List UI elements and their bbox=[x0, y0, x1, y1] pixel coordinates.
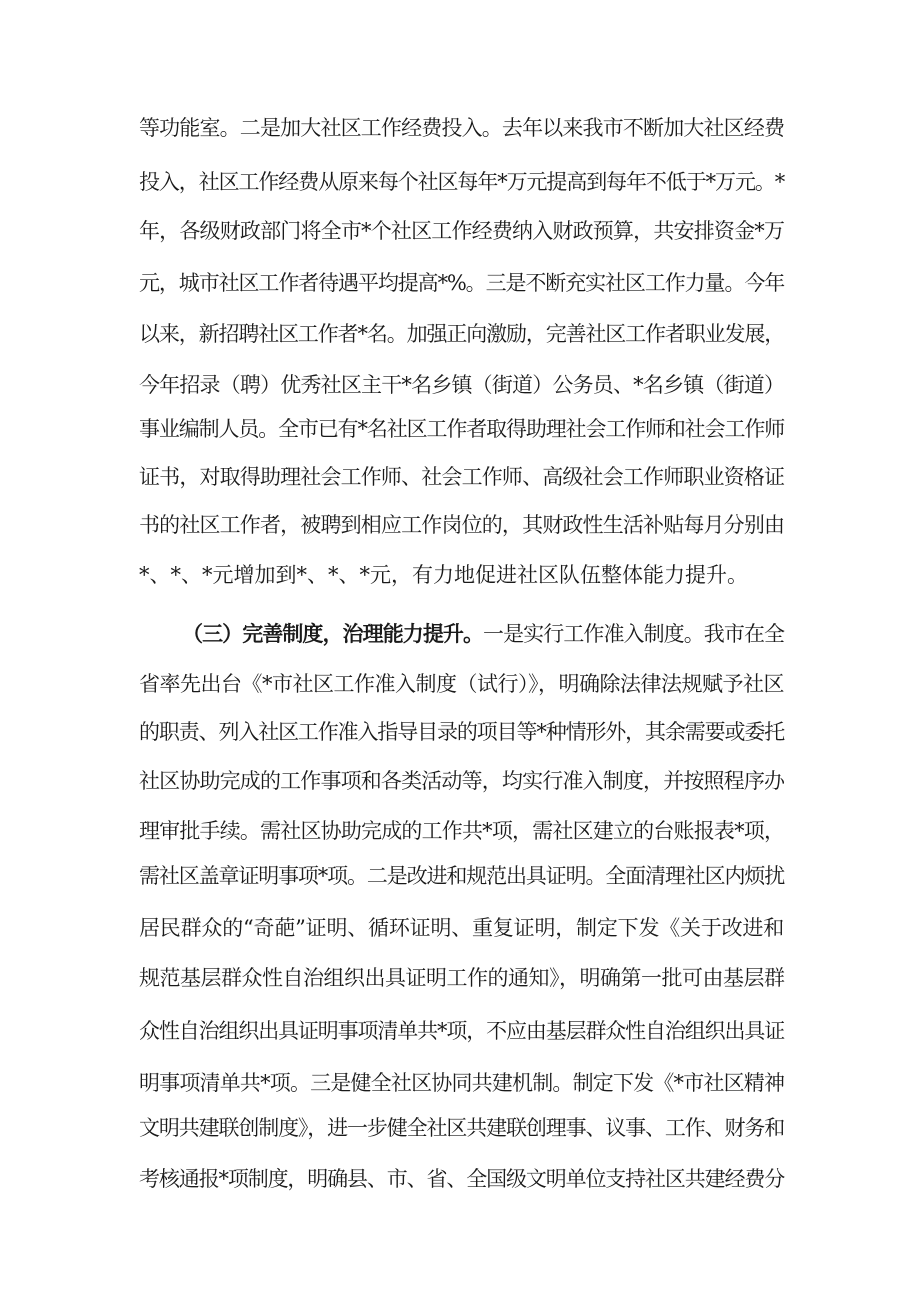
paragraph-line: 众性自治组织出具证明事项清单共*项，不应由基层群众性自治组织出具证 bbox=[139, 1019, 784, 1043]
paragraph-line: 的职责、列入社区工作准入指导目录的项目等*种情形外，其余需要或委托 bbox=[139, 720, 784, 744]
paragraph-first-line bbox=[182, 614, 784, 654]
paragraph-line: 需社区盖章证明事项*项。二是改进和规范出具证明。全面清理社区内烦扰 bbox=[139, 864, 784, 888]
paragraph-line: 居民群众的“奇葩”证明、循环证明、重复证明，制定下发《关于改进和 bbox=[139, 916, 784, 940]
paragraph-line: 年，各级财政部门将全市*个社区工作经费纳入财政预算，共安排资金*万 bbox=[139, 219, 784, 243]
paragraph-line: 投入，社区工作经费从原来每个社区每年*万元提高到每年不低于*万元。* bbox=[139, 170, 784, 194]
paragraph-line: 明事项清单共*项。三是健全社区协同共建机制。制定下发《*市社区精神 bbox=[139, 1071, 784, 1095]
paragraph-line: 今年招录（聘）优秀社区主干*名乡镇（街道）公务员、*名乡镇（街道） bbox=[139, 373, 784, 397]
paragraph-line: 理审批手续。需社区协助完成的工作共*项，需社区建立的台账报表*项， bbox=[139, 819, 784, 843]
paragraph-line: 省率先出台《*市社区工作准入制度（试行）》，明确除法律法规赋予社区 bbox=[139, 672, 784, 696]
paragraph-text: 一是实行工作准入制度。我市在全 bbox=[483, 622, 785, 646]
paragraph-line: 事业编制人员。全市已有*名社区工作者取得助理社会工作师和社会工作师 bbox=[139, 417, 784, 441]
paragraph-line: 文明共建联创制度》，进一步健全社区共建联创理事、议事、工作、财务和 bbox=[139, 1116, 784, 1140]
paragraph-line: 社区协助完成的工作事项和各类活动等，均实行准入制度，并按照程序办 bbox=[139, 769, 784, 793]
paragraph-line: 以来，新招聘社区工作者*名。加强正向激励，完善社区工作者职业发展， bbox=[139, 322, 784, 346]
section-heading: （三）完善制度，治理能力提升。 bbox=[182, 622, 484, 646]
paragraph-line: 书的社区工作者，被聘到相应工作岗位的，其财政性生活补贴每月分别由 bbox=[139, 513, 784, 537]
paragraph-line: 考核通报*项制度，明确县、市、省、全国级文明单位支持社区共建经费分 bbox=[139, 1167, 784, 1191]
paragraph-line: *、*、*元增加到*、*、*元，有力地促进社区队伍整体能力提升。 bbox=[139, 563, 748, 587]
paragraph-line: 证书，对取得助理社会工作师、社会工作师、高级社会工作师职业资格证 bbox=[139, 465, 784, 489]
paragraph-line: 规范基层群众性自治组织出具证明工作的通知》，明确第一批可由基层群 bbox=[139, 966, 785, 990]
paragraph-line: 元，城市社区工作者待遇平均提高*%。三是不断充实社区工作力量。今年 bbox=[139, 271, 784, 295]
paragraph-line: 等功能室。二是加大社区工作经费投入。去年以来我市不断加大社区经费 bbox=[139, 116, 784, 140]
